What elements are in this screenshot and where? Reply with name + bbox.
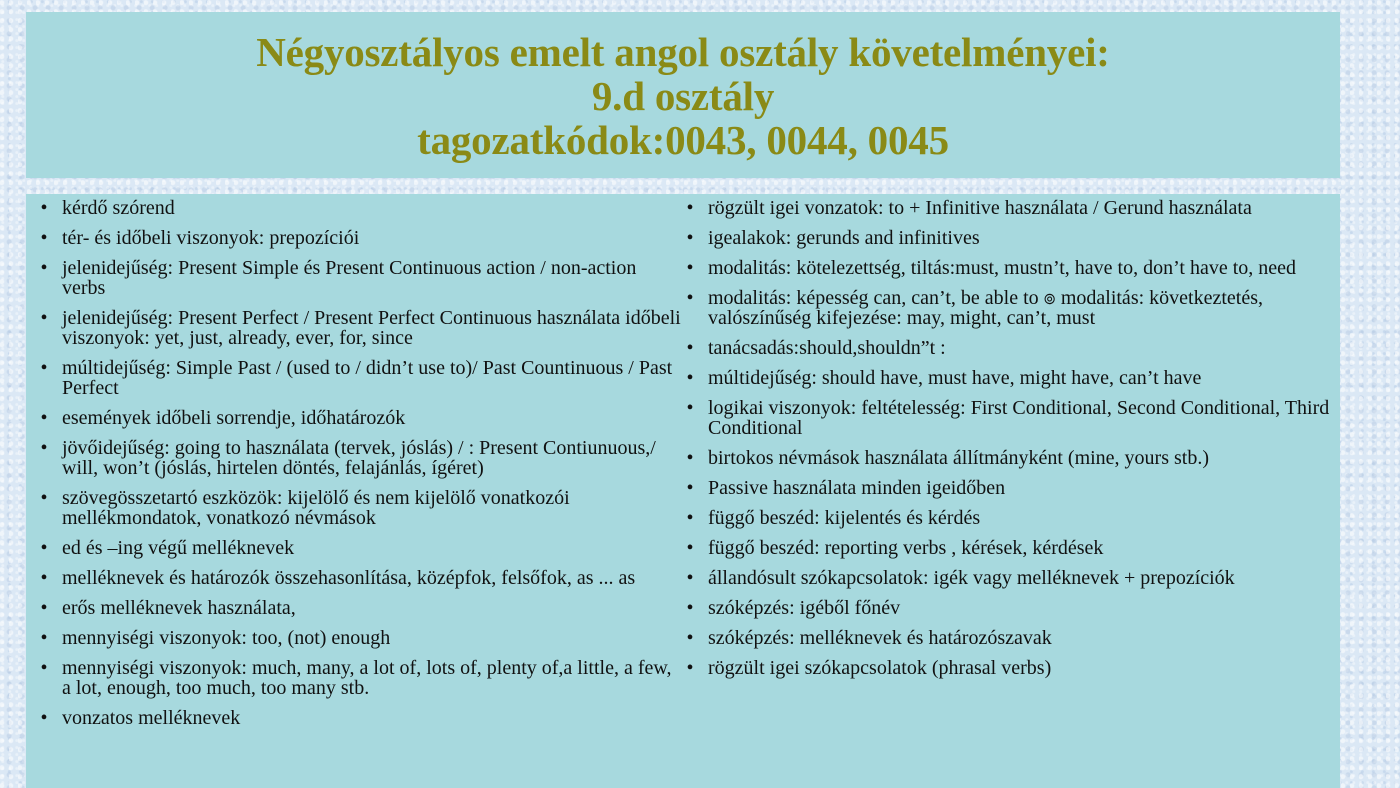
list-item-text: jelenidejűség: Present Simple és Present Continuous action / non-action verbs	[62, 257, 637, 299]
bullet-icon: •	[40, 567, 48, 589]
list-item	[34, 198, 684, 218]
list-item	[680, 568, 1335, 588]
bullet-icon: •	[686, 537, 694, 559]
bullet-icon: •	[686, 257, 694, 279]
list-item	[680, 338, 1335, 358]
bullet-icon: •	[40, 707, 48, 729]
bullet-icon: •	[686, 367, 694, 389]
bullet-icon: •	[686, 477, 694, 499]
list-item-text: vonzatos melléknevek	[62, 707, 241, 729]
bullet-icon: •	[686, 227, 694, 249]
bullet-icon: •	[686, 627, 694, 649]
list-item	[34, 408, 684, 428]
bullet-icon: •	[40, 597, 48, 619]
list-item-text: ed és –ing végű melléknevek	[62, 537, 295, 559]
list-item	[680, 368, 1335, 388]
bullet-icon: •	[686, 287, 694, 309]
bullet-icon: •	[40, 357, 48, 379]
bullet-icon: •	[40, 537, 48, 559]
list-item-text: tér- és időbeli viszonyok: prepozíciói	[62, 227, 360, 249]
list-item-text: állandósult szókapcsolatok: igék vagy melléknevek + prepozíciók	[708, 567, 1235, 589]
list-item-text: Passive használata minden igeidőben	[708, 477, 1006, 499]
title-panel	[26, 12, 1340, 178]
list-item	[680, 448, 1335, 468]
list-item	[34, 568, 684, 588]
list-item	[34, 258, 684, 298]
list-item	[680, 398, 1335, 438]
bullet-icon: •	[40, 657, 48, 679]
bullet-icon: •	[686, 337, 694, 359]
list-item	[680, 198, 1335, 218]
right-bullet-list	[680, 198, 1335, 688]
list-item	[34, 308, 684, 348]
bullet-icon: •	[686, 657, 694, 679]
bullet-icon: •	[686, 507, 694, 529]
list-item	[680, 628, 1335, 648]
slide-title-line-1: Négyosztályos emelt angol osztály követelményei:	[256, 29, 1110, 75]
list-item	[680, 538, 1335, 558]
list-item-text: tanácsadás:should,shouldn”t :	[708, 337, 946, 359]
bullet-icon: •	[40, 197, 48, 219]
list-item-text: rögzült igei szókapcsolatok (phrasal verbs)	[708, 657, 1052, 679]
bullet-icon: •	[686, 447, 694, 469]
list-item-text: múltidejűség: Simple Past / (used to / didn’t use to)/ Past Countinuous / Past Perfect	[62, 357, 673, 399]
list-item	[680, 288, 1335, 328]
list-item-text: melléknevek és határozók összehasonlítása, középfok, felsőfok, as ... as	[62, 567, 636, 589]
list-item	[680, 478, 1335, 498]
list-item	[34, 628, 684, 648]
bullet-icon: •	[40, 227, 48, 249]
list-item	[34, 228, 684, 248]
list-item	[680, 598, 1335, 618]
list-item-text: események időbeli sorrendje, időhatározók	[62, 407, 406, 429]
list-item-text: kérdő szórend	[62, 197, 175, 219]
list-item-text: igealakok: gerunds and infinitives	[708, 227, 980, 249]
content-panel	[26, 194, 1340, 788]
list-item-text: birtokos névmások használata állítmányként (mine, yours stb.)	[708, 447, 1209, 469]
list-item-text: szövegösszetartó eszközök: kijelölő és nem kijelölő vonatkozói mellékmondatok, vonatkozó névmások	[62, 487, 570, 529]
list-item-text: erős melléknevek használata,	[62, 597, 296, 619]
bullet-icon: •	[40, 437, 48, 459]
bullet-icon: •	[40, 627, 48, 649]
list-item	[680, 228, 1335, 248]
list-item-text: jelenidejűség: Present Perfect / Present Perfect Continuous használata időbeli viszonyok: yet, just, already, ever, for, since	[62, 307, 681, 349]
slide-title-line-2: 9.d osztály	[591, 73, 775, 119]
list-item-text: mennyiségi viszonyok: too, (not) enough	[62, 627, 391, 649]
bullet-icon: •	[686, 567, 694, 589]
bullet-icon: •	[40, 487, 48, 509]
left-bullet-list	[34, 198, 684, 738]
list-item	[34, 658, 684, 698]
list-item	[34, 358, 684, 398]
list-item	[34, 438, 684, 478]
list-item-text: rögzült igei vonzatok: to + Infinitive használata / Gerund használata	[708, 197, 1252, 219]
bullet-icon: •	[686, 197, 694, 219]
list-item	[680, 658, 1335, 678]
list-item	[680, 258, 1335, 278]
list-item-text: modalitás: képesség can, can’t, be able to ๏ modalitás: következtetés, valószínűség kifejezése: may, might, can’t, must	[708, 287, 1263, 329]
list-item-text: mennyiségi viszonyok: much, many, a lot of, lots of, plenty of,a little, a few, a lot, enough, too much, too many stb.	[62, 657, 672, 699]
bullet-icon: •	[40, 257, 48, 279]
list-item	[34, 488, 684, 528]
list-item	[680, 508, 1335, 528]
bullet-icon: •	[686, 397, 694, 419]
list-item-text: függő beszéd: kijelentés és kérdés	[708, 507, 981, 529]
list-item	[34, 598, 684, 618]
list-item-text: logikai viszonyok: feltételesség: First Conditional, Second Conditional, Third Conditional	[708, 397, 1330, 439]
list-item-text: szóképzés: melléknevek és határozószavak	[708, 627, 1052, 649]
bullet-icon: •	[686, 597, 694, 619]
bullet-icon: •	[40, 307, 48, 329]
list-item-text: múltidejűség: should have, must have, might have, can’t have	[708, 367, 1202, 389]
list-item-text: modalitás: kötelezettség, tiltás:must, mustn’t, have to, don’t have to, need	[708, 257, 1297, 279]
list-item-text: függő beszéd: reporting verbs , kérések, kérdések	[708, 537, 1104, 559]
list-item	[34, 708, 684, 728]
bullet-icon: •	[40, 407, 48, 429]
list-item-text: jövőidejűség: going to használata (tervek, jóslás) / : Present Contiunuous,/ will, won’t (jóslás, hirtelen döntés, felajánlás, ígéret)	[62, 437, 656, 479]
list-item-text: szóképzés: igéből főnév	[708, 597, 901, 619]
list-item	[34, 538, 684, 558]
slide-title-line-3: tagozatkódok:0043, 0044, 0045	[417, 117, 949, 163]
